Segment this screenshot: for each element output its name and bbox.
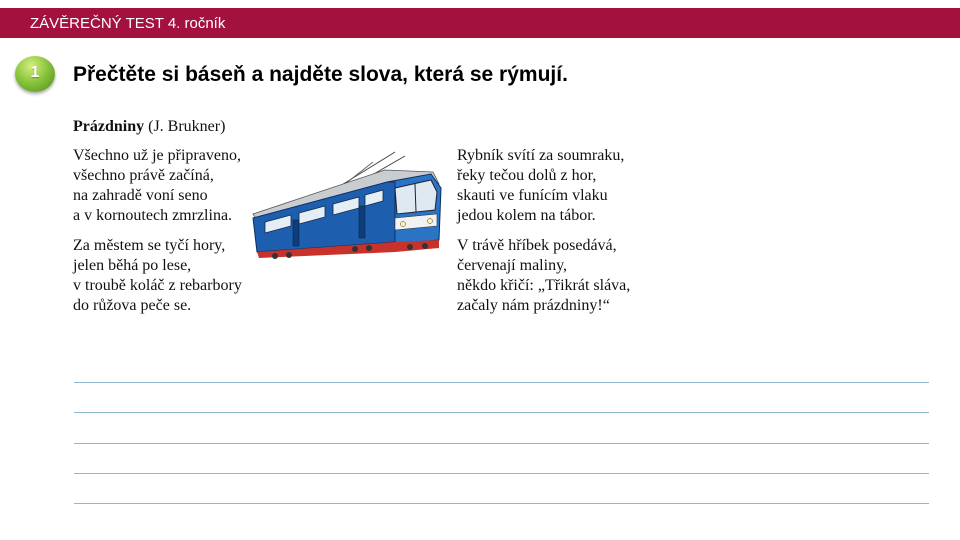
- poem-line: v troubě koláč z rebarbory: [73, 277, 242, 294]
- poem-line: jedou kolem na tábor.: [457, 207, 596, 224]
- poem-line: skauti ve funícím vlaku: [457, 187, 608, 204]
- poem-line: červenají maliny,: [457, 257, 568, 274]
- answer-line[interactable]: [74, 443, 929, 444]
- poem-line: a v kornoutech zmrzlina.: [73, 207, 233, 224]
- poem-line: na zahradě voní seno: [73, 187, 208, 204]
- answer-line[interactable]: [74, 412, 929, 413]
- poem-heading: [73, 118, 225, 136]
- task-instruction: Přečtěte si báseň a najděte slova, která se rýmují.: [73, 63, 568, 86]
- poem-line: jelen běhá po lese,: [73, 257, 192, 274]
- poem-line: Všechno už je připraveno,: [73, 147, 241, 164]
- poem-line: řeky tečou dolů z hor,: [457, 167, 597, 184]
- header-title: ZÁVĚREČNÝ TEST 4. ročník: [30, 15, 226, 32]
- task-number-badge: [15, 56, 55, 92]
- poem-title: Prázdniny: [73, 118, 145, 135]
- poem-line: někdo křičí: „Třikrát sláva,: [457, 277, 631, 294]
- answer-line[interactable]: [74, 503, 929, 504]
- poem-line: všechno právě začíná,: [73, 167, 214, 184]
- poem-line: V trávě hříbek posedává,: [457, 237, 617, 254]
- poem-line: do růžova peče se.: [73, 297, 192, 314]
- header-bar: [0, 8, 960, 38]
- stanza-3: [457, 146, 624, 226]
- stanza-4: [457, 236, 630, 316]
- train-illustration: [245, 148, 445, 260]
- answer-line[interactable]: [74, 473, 929, 474]
- poem-line: Za městem se tyčí hory,: [73, 237, 226, 254]
- task-number: 1: [30, 64, 40, 81]
- poem-line: začaly nám prázdniny!“: [457, 297, 610, 314]
- poem-line: Rybník svítí za soumraku,: [457, 147, 625, 164]
- answer-line[interactable]: [74, 382, 929, 383]
- stanza-1: [73, 146, 241, 226]
- poem-author: (J. Brukner): [148, 118, 226, 135]
- stanza-2: [73, 236, 242, 316]
